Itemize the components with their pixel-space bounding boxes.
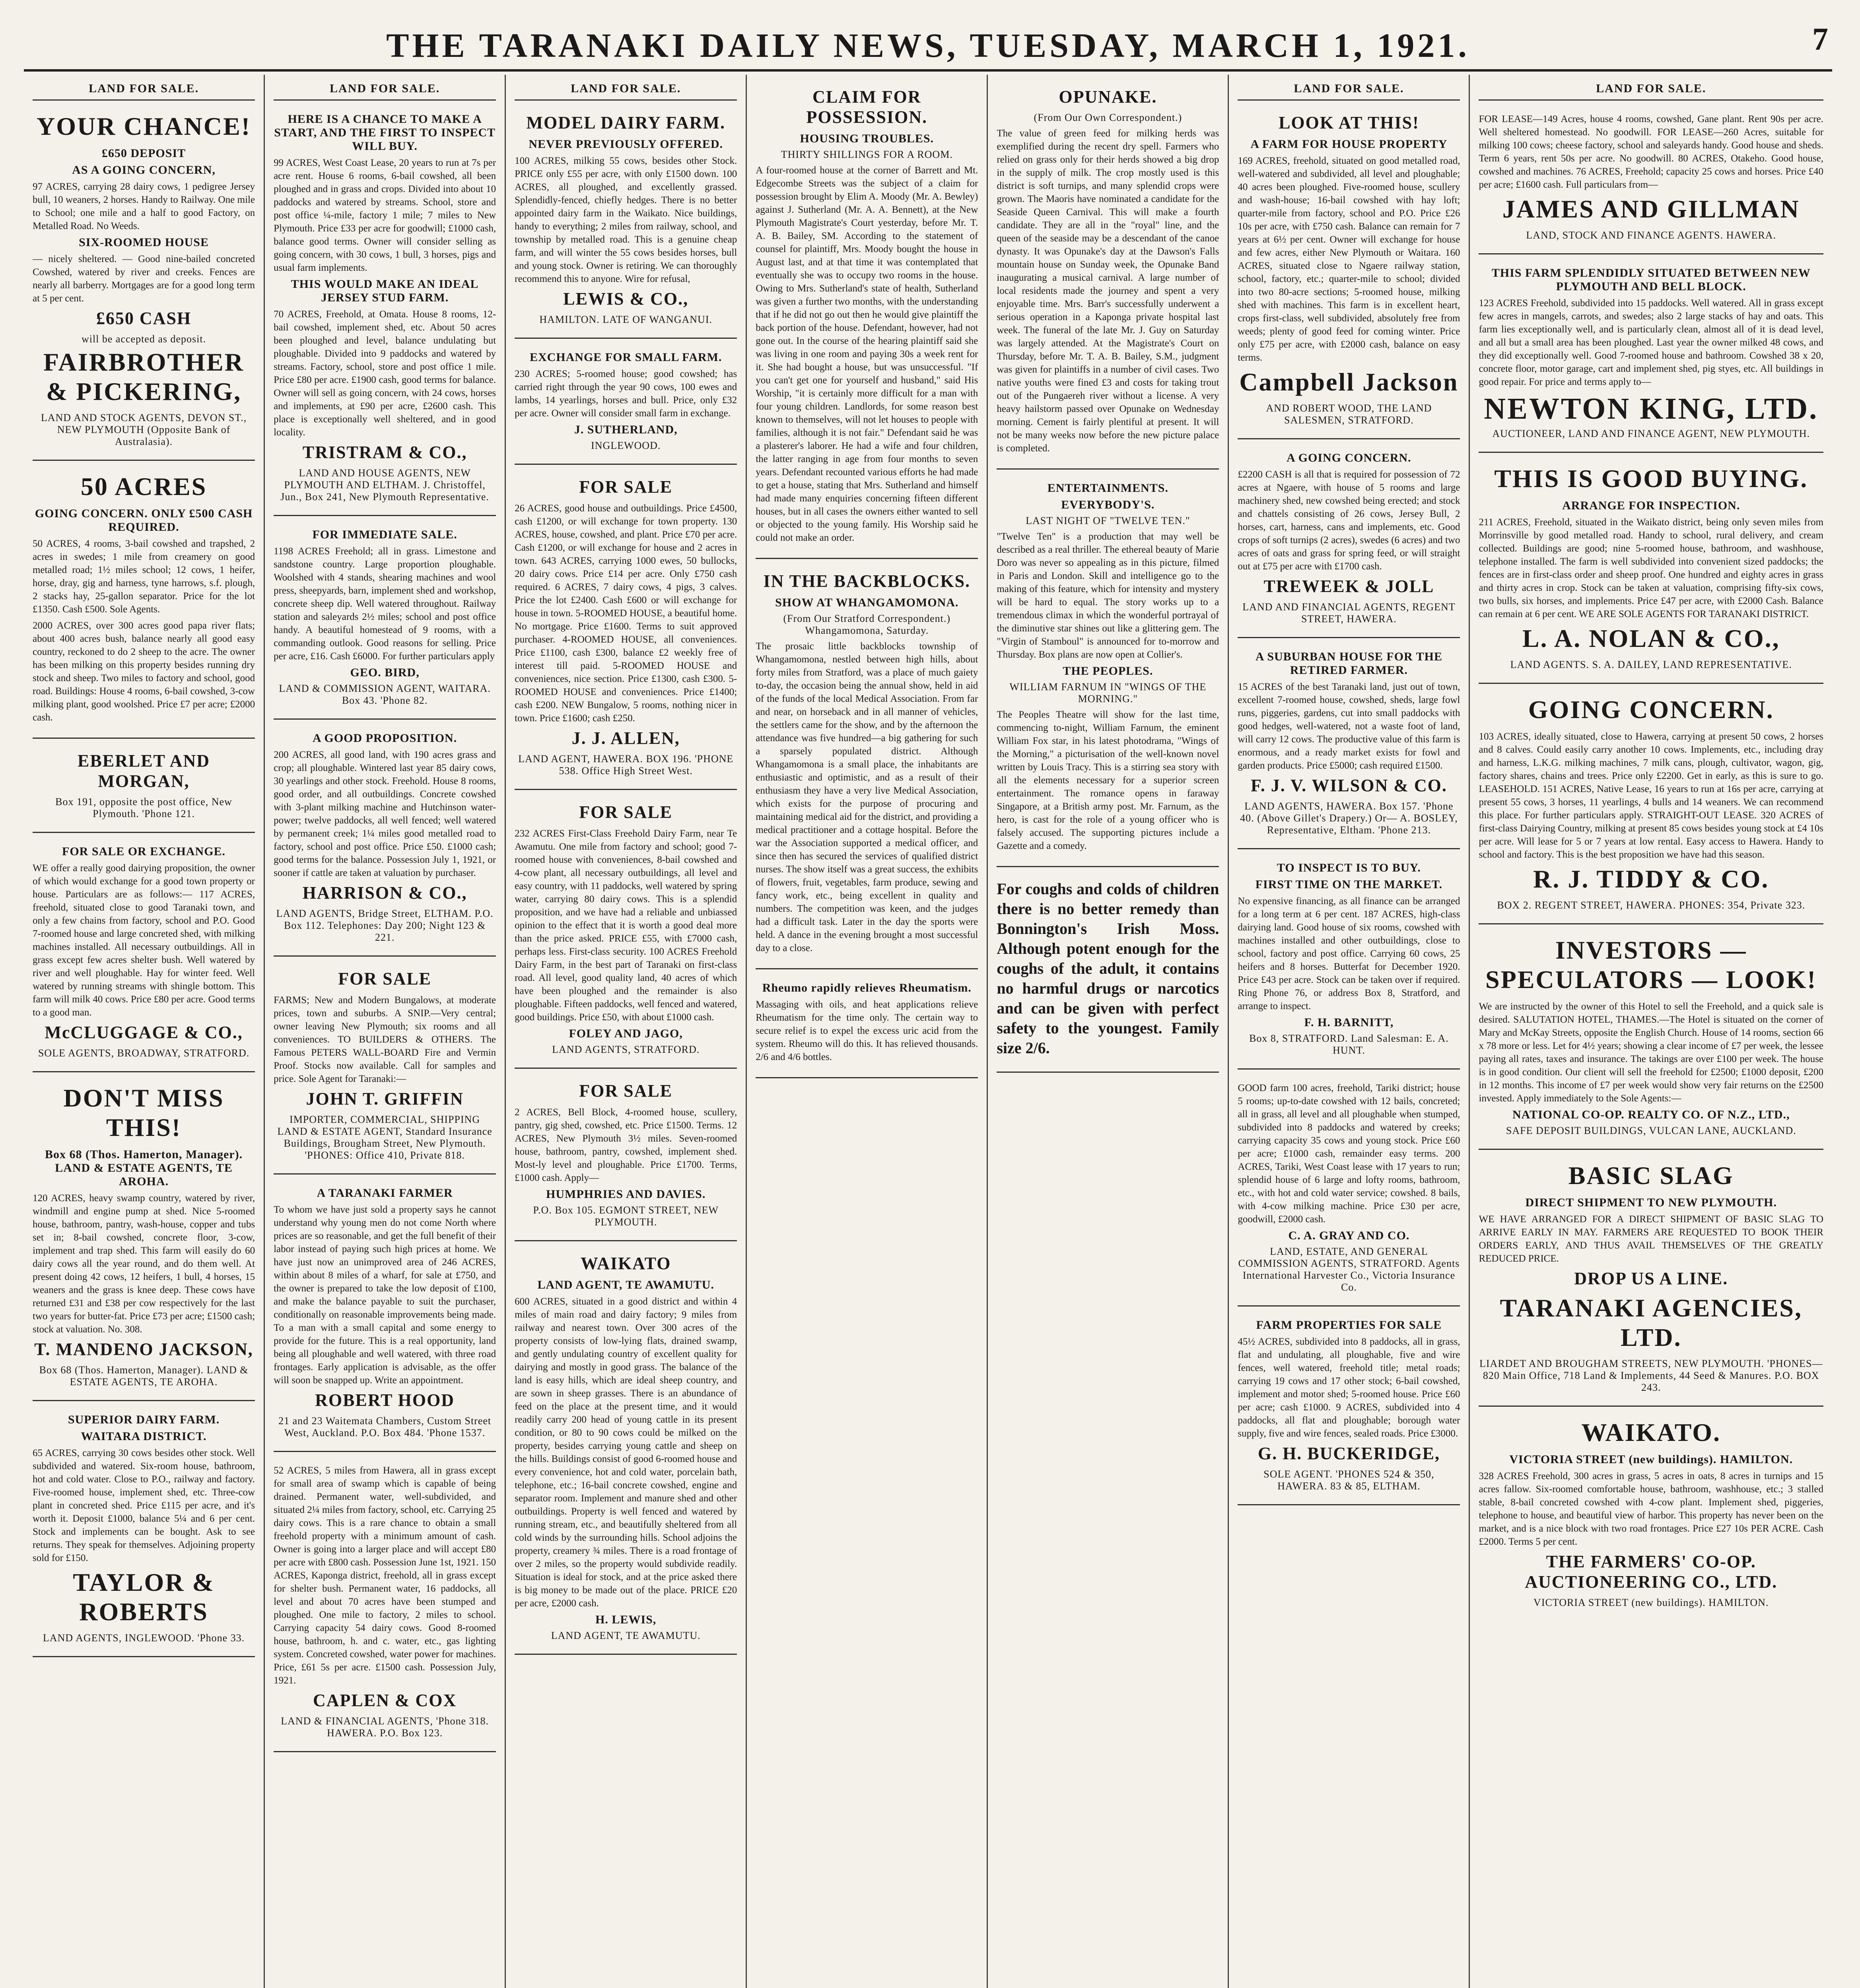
agent-address: LAND AGENTS, INGLEWOOD. 'Phone 33. xyxy=(43,1632,245,1644)
agent-address: SAFE DEPOSIT BUILDINGS, VULCAN LANE, AUCKLAND. xyxy=(1506,1125,1796,1136)
advert-title: Rheumo rapidly relieves Rheumatism. xyxy=(762,981,972,994)
article-body: "Twelve Ten" is a production that may well be described as a real thriller. The ethereal beauty of Marie Doro was never so appealing as in this picture, filmed in Paris and London. Skill and intelligence go to the making of this feature, which for intensity and mystery will be hard to equal. The story works up to a tremendous climax in which the wonderful portrayal of the diminutive star shines out like a glittering gem. The "Virgin of Stamboul" is announced for to-morrow and Thursday. Box plans are now open at Collier's. xyxy=(997,531,1219,660)
agent-name: TAYLOR & ROBERTS xyxy=(73,1568,215,1626)
advert-body: 15 ACRES of the best Taranaki land, just out of town, excellent 7-roomed house, cowshed, sheds, large fowl runs, piggeries, gardens, cut into small paddocks with good hedges, well-watered, not a waste foot of land, will carry 12 cows. The productive value of this farm is enormous, and a ready market exists for fowl and garden products. Price £5000; cash required £1500. xyxy=(1238,681,1460,771)
advert-body: 45½ ACRES, subdivided into 8 paddocks, all in grass, flat and undulating, all ploughable, five and wire fences, well watered, freehold title; metal roads; carrying 19 cows and 17 other stock; 6-bail cowshed, implement and motor shed; 5-roomed house. Price £60 per acre; cash £1000. 9 ACRES, subdivided into 4 paddocks, all flat and ploughable; borough water supply, five and wire fences, sealed roads. Price £3000. xyxy=(1238,1336,1460,1439)
article-body: The value of green feed for milking herds was exemplified during the recent dry spell. Farmers who relied on grass only for their herds showed a big drop in the supply of milk. The crop mostly used is this district is soft turnips, and many splendid crops were grown. The Maoris have nominated a candidate for the Seaside Queen Carnival. This will make a fourth candidate. They are all in the "royal" line, and the queen of the seaside may be a descendant of the canoe dynasty. It was Opunake's day at the Dawson's Falls mountain house on Sunday week, the Opunake Band inaugurating a musical carnival. A large number of local residents made the journey and spent a very enjoyable time. Mrs. Barr's successfully underwent a serious operation in a Kaponga private hospital last week. The funeral of the late Mr. J. Guy on Saturday was largely attended. At the Magistrate's Court on Thursday, before Mr. T. A. B. Bailey, S.M., judgment was given for plaintiffs in a number of civil cases. Two native youths were fined £3 and costs for taking trout out of the Pungaereh river without a license. A very heavy hailstorm passed over Opunake on Wednesday morning. Cement is fairly plentiful at present. It will not be many weeks now before the new picture palace is completed. xyxy=(997,128,1219,454)
advert-price: £650 CASH xyxy=(96,309,192,328)
advert-body: For coughs and colds of children there is no better remedy than Bonnington's Irish Moss. Although potent enough for the coughs of the adult, it contains no harmful drugs or narcotics and can be given with perfect safety to the youngest. Family size 2/6. xyxy=(997,880,1219,1057)
advert-subtitle: FIRST TIME ON THE MARKET. xyxy=(1255,878,1443,891)
agent-address: Box 191, opposite the post office, New Plymouth. 'Phone 121. xyxy=(55,796,232,819)
agent-address: LAND, STOCK AND FINANCE AGENTS. HAWERA. xyxy=(1526,229,1776,241)
agent-address: AUCTIONEER, LAND AND FINANCE AGENT, NEW PLYMOUTH. xyxy=(1492,428,1810,439)
agent-name: TARANAKI AGENCIES, LTD. xyxy=(1500,1294,1802,1351)
advert-body: Massaging with oils, and heat applications relieve Rheumatism for the time only. The certain way to secure relief is to expel the excess uric acid from the system. Rheumo will do this. It has relieved thousands. 2/6 and 4/6 bottles. xyxy=(756,999,978,1062)
advert-title: A GOING CONCERN. xyxy=(1287,451,1411,464)
article-body: The prosaic little backblocks township of Whangamomona, nestled between high hills, about forty miles from Stratford, was a place of much gaiety to-day, the occasion being the annual show, held in aid of the funds of the local Medical Association. From far and near, on horseback and in all manner of vehicles, the settlers came for the show, and by the afternoon the attendance was five hundred—a big gathering for such a sparsely populated district. Although Whangamomona is a small place, the inhabitants are enthusiastic and optimistic, and as a result of their enthusiasm they have a very live Medical Association, which exists for the purpose of procuring and maintaining medical aid for the district, and providing a medical practitioner and a cottage hospital. Before the war the Association supported a medical officer, and since then has secured the services of qualified district nurses. The show itself was a great success, the exhibits of flowers, fruit, vegetables, farm produce, sewing and fancy work, etc., being excellent in quality and numbers. The competition was keen, and the judges had a difficult task. Later in the day the sports were held. A dance in the evening brought a most successful day to a close. xyxy=(756,641,978,953)
advert xyxy=(1238,638,1460,849)
advert xyxy=(33,461,255,739)
agent-address: LAND AGENTS, Bridge Street, ELTHAM. P.O. Box 112. Telephones: Day 200; Night 123 & 221. xyxy=(276,908,494,943)
advert xyxy=(33,1401,255,1657)
advert-title: 50 ACRES xyxy=(80,472,207,501)
agent-name: NATIONAL CO-OP. REALTY CO. OF N.Z., LTD., xyxy=(1512,1108,1790,1121)
advert-subtitle: LAND AGENT, TE AWAMUTU. xyxy=(537,1278,714,1291)
article-subheading: EVERYBODY'S. xyxy=(1061,498,1155,511)
advert-subtitle: ARRANGE FOR INSPECTION. xyxy=(1562,499,1740,512)
advert xyxy=(274,516,496,720)
agent-address: LAND & COMMISSION AGENT, WAITARA. Box 43. 'Phone 82. xyxy=(279,683,491,706)
agent-address: LAND AND HOUSE AGENTS, NEW PLYMOUTH AND ELTHAM. J. Christoffel, Jun., Box 241, New Plymouth Representative. xyxy=(280,467,489,503)
advert-body: 97 ACRES, carrying 28 dairy cows, 1 pedigree Jersey bull, 10 weaners, 2 horses. Handy to Railway. One mile to School; one mile and a half to good Factory, on Metalled Road. No Weeds. xyxy=(33,181,255,231)
advert xyxy=(274,101,496,516)
agent-address: BOX 2. REGENT STREET, HAWERA. PHONES: 354, Private 323. xyxy=(1497,899,1806,911)
article-body: The Peoples Theatre will show for the last time, commencing to-night, William Farnum, the eminent William Fox star, in his latest photodrama, "Wings of the Morning," a picturisation of the well-known novel written by Louis Tracy. This is a stirring sea story with all the elements necessary for a superior screen entertainment. The romance opens in faraway Singapore, at a British army post. Mr. Farnum, as the hero, is cast for the role of a young officer who is falsely accused. The supporting pictures include a Gazette and a comedy. xyxy=(997,709,1219,851)
agent-name: JAMES AND GILLMAN xyxy=(1502,195,1800,223)
agent-address: Box 68 (Thos. Hamerton, Manager). LAND & ESTATE AGENTS, TE AROHA. xyxy=(39,1364,249,1388)
advert-title: DON'T MISS THIS! xyxy=(63,1084,224,1142)
column-6 xyxy=(1229,75,1470,1988)
agent-name: FAIRBROTHER & PICKERING, xyxy=(43,348,244,406)
agent-name: McCLUGGAGE & CO., xyxy=(45,1023,243,1042)
agent-address: LAND & FINANCIAL AGENTS, 'Phone 318. HAWERA. P.O. Box 123. xyxy=(281,1715,489,1739)
advert xyxy=(756,969,978,1078)
advert-body: 26 ACRES, good house and outbuildings. Price £4500, cash £1200, or will exchange for town property. 130 ACRES, house, cowshed, and plant. Price £70 per acre. Cash £1200, or will exchange for house and 2 acres in town. 643 ACRES, carrying 1000 ewes, 50 bullocks, 20 dairy cows. Price £14 per acre. Only £750 cash required. 6 ACRES, 7 dairy cows, 4 pigs, 3 calves. Price the lot £2400. Cash £600 or will exchange for house in town. 5-ROOMED HOUSE, a beautiful home. No mortgage. Price £1600. Terms to suit approved purchaser. 4-ROOMED HOUSE, all conveniences. Price £1100, cash £300, balance £2 weekly free of interest till paid. 5-ROOMED HOUSE and conveniences, nice section. Price £1300, cash £300. 5-ROOMED HOUSE and conveniences. Price £1400; cash £200. NEW Bungalow, 5 rooms, nothing nicer in town. Price £1600; cash £250. xyxy=(515,503,737,724)
advert xyxy=(1238,101,1460,439)
advert-title: MODEL DAIRY FARM. xyxy=(526,113,725,132)
advert-note: will be accepted as deposit. xyxy=(81,333,206,345)
advert-subtitle: Box 68 (Thos. Hamerton, Manager). LAND & ESTATE AGENTS, TE AROHA. xyxy=(45,1148,243,1188)
advert xyxy=(515,465,737,790)
article xyxy=(997,75,1219,470)
advert-body: 600 ACRES, situated in a good district and within 4 miles of main road and dairy factory; 9 miles from railway and nearest town. Over 300 acres of the property consists of low-lying flats, drained swamp, and gently undulating country of excellent quality for dairying and mostly in good grass. The balance of the land is easy hills, which are ideal sheep country, and are sown in sheep grasses. There is an abundance of feed on the place at the present time, and it would readily carry 200 head of young cattle in its present condition, or 80 to 90 cows could be milked on the property, besides carrying young cattle and sheep on the hills. Buildings consist of good 6-roomed house and every convenience, hot and cold water, porcelain bath, telephone, etc.; 16-bail concrete cowshed, engine and separator room. Implement and manure shed and other outbuildings. Property is well fenced and watered by running stream, etc., and beautifully sheltered from all cold winds by the surrounding hills. School adjoins the property, creamery ¾ miles. There is a road frontage of over 2 miles, so the property would subdivide readily. Situation is ideal for stock, and at the price asked there is big money to be made out of the place. PRICE £20 per acre, £2000 cash. xyxy=(515,1296,737,1609)
advert xyxy=(33,739,255,833)
advert xyxy=(1479,924,1823,1150)
advert-body: 200 ACRES, all good land, with 190 acres grass and crop; all ploughable. Wintered last year 85 dairy cows, 30 yearlings and other stock. Freehold. House 8 rooms, good order, and all outbuildings. Concrete cowshed with 3-plant milking machine and Hutchinson water-power; twelve paddocks, all well fenced; well watered by permanent creek; 1¼ miles good metalled road to factory, school and post office. Price £50. £1000 cash; good terms for the balance. Possession July 1, 1921, or sooner if cattle are taken at valuation by purchaser. xyxy=(274,749,496,878)
advert-body: 123 ACRES Freehold, subdivided into 15 paddocks. Well watered. All in grass except few acres in mangels, carrots, and swedes; also 2 large stacks of hay and oats. This farm lies exceptionally well, and is particularly clean, almost all of it is dead level, and all but a small area has been ploughed. Last year the owner milked 48 cows, and they did exceptionally well. Good 7-roomed house and bathroom. Cowshed 38 x 20, concrete floor, motor garage, cart and implement shed, pig styes, etc. All buildings in good repair. For price and terms apply to— xyxy=(1479,298,1824,387)
advert-body: £2200 CASH is all that is required for possession of 72 acres at Ngaere, with house of 5 rooms and large machinery shed, new cowshed being erected; and stock and chattels consisting of 26 cows, Jersey Bull, 2 horses, cart, harness, cans and implements, etc. Good crops of soft turnips (2 acres), swedes (6 acres) and two acres of oats and grass for spring feed, or will straight out at £75 per acre with £1700 cash. xyxy=(1238,469,1460,572)
column-heading: LAND FOR SALE. xyxy=(274,75,496,101)
advert-body: 169 ACRES, freehold, situated on good metalled road, well-watered and subdivided, all level and ploughable; 40 acres been ploughed. Five-roomed house, scullery and wash-house; 16-bail cowshed with hay loft; quarter-mile from factory, school and P.O. Price £26 10s per acre, with £750 cash. Balance can remain for 7 years at 6½ per cent. Owner will exchange for house and few acres, either New Plymouth or Waitara. 160 ACRES, situated close to Ngaere railway station, school, factory, etc.; quarter-mile to school; divided into two 80-acre sections; 5-roomed house, milking shed with machines. This farm is in excellent heart, crops first-class, well subdivided, absolutely free from weeds; plenty of good feed for coming winter. Price only £75 per acre, with £2000 cash, balance on easy terms. xyxy=(1238,155,1460,363)
advert-body: No expensive financing, as all finance can be arranged for a long term at 6 per cent. 187 ACRES, high-class dairying land. Good house of six rooms, cowshed with machines installed and other outbuildings, close to school, factory and post office. Carrying 60 cows, 25 heifers and 8 horses. Butterfat for December 1920. Price £43 per acre. Stock can be taken over if required. Ring Phone 76, or address Box 8, Stratford, and arrange to inspect. xyxy=(1238,896,1460,1011)
advert xyxy=(997,867,1219,1073)
agent-name: ROBERT HOOD xyxy=(315,1390,455,1410)
advert-body: 70 ACRES, Freehold, at Omata. House 8 rooms, 12-bail cowshed, implement shed, etc. About 50 acres been ploughed and level, balance undulating but ploughable. Divided into 9 paddocks and watered by streams. Factory, school, store and post office 1 mile. Price £80 per acre. £1900 cash, good terms for balance. Owner will sell as going concern, with 24 cows, horses and implements, at £90 per acre, £2600 cash. This place is exceptionally well sheltered, and in good locality. xyxy=(274,309,496,438)
advert-body: FOR LEASE—149 Acres, house 4 rooms, cowshed, Gane plant. Rent 90s per acre. Well sheltered homestead. No goodwill. FOR LEASE—260 Acres, suitable for milking 100 cows; cheese factory, school and saleyards handy. Good house and sheds. Term 6 years, rent 50s per acre. No goodwill. 80 ACRES, Otakeho. Good house, cowshed and machines. 76 ACRES, Freehold; capacity 25 cows and horses. Price £40 per acre; £1600 cash. Full particulars from— xyxy=(1479,114,1824,190)
advert-title: A GOOD PROPOSITION. xyxy=(313,732,457,745)
advert-title: FARM PROPERTIES FOR SALE xyxy=(1256,1318,1442,1332)
advert xyxy=(515,1069,737,1241)
advert-body: 2000 ACRES, over 300 acres good papa river flats; about 400 acres bush, balance nearly all good easy country, reckoned to do 2 sheep to the acre. The owner has been milking on this property besides running dry stock and sheep. Two miles to factory and school, good road. Buildings: House 4 rooms, 6-bail cowshed, 3-cow milking plant, good woolshed. Price £7 per acre; £2000 cash. xyxy=(33,620,255,723)
advert-subtitle: SIX-ROOMED HOUSE xyxy=(79,236,209,249)
advert-title: THIS IS GOOD BUYING. xyxy=(1494,464,1808,493)
advert-body: 52 ACRES, 5 miles from Hawera, all in grass except for small area of swamp which is capable of being drained. Permanent water, well-subdivided, and situated 2¼ miles from factory, school, etc. Carrying 25 dairy cows. This is a rare chance to obtain a small freehold property with a minimum amount of cash. Owner is going into a larger place and will accept £80 per acre with £800 cash. Possession June 1st, 1921. 150 ACRES, Kaponga district, freehold, all in grass except for shelter bush. Permanent water, 16 paddocks, all level and about 70 acres have been stumped and ploughed. One mile to factory, 2 miles to school. Carrying capacity 54 dairy cows. Good 8-roomed house, bathroom, h. and c. water, etc., gas lighting system. Concreted cowshed, water power for machines. Price, £61 5s per acre. £1500 cash. Possession July, 1921. xyxy=(274,1465,496,1686)
agent-address: Box 8, STRATFORD. Land Salesman: E. A. HUNT. xyxy=(1249,1033,1449,1056)
agent-address: LAND AGENTS, STRATFORD. xyxy=(552,1044,700,1055)
article-subheading: WILLIAM FARNUM IN "WINGS OF THE MORNING." xyxy=(1009,681,1207,705)
agent-address: SOLE AGENT. 'PHONES 524 & 350, HAWERA. 83 & 85, ELTHAM. xyxy=(1263,1468,1434,1492)
agent-address: IMPORTER, COMMERCIAL, SHIPPING LAND & ESTATE AGENT, Standard Insurance Buildings, Brougham Street, New Plymouth. 'PHONES: Office 410, Private 818. xyxy=(277,1114,492,1161)
masthead-title: THE TARANAKI DAILY NEWS, TUESDAY, MARCH 1, 1921. xyxy=(386,26,1470,64)
advert-title: FOR SALE xyxy=(579,477,673,497)
column-3 xyxy=(506,75,747,1988)
advert-body: 211 ACRES, Freehold, situated in the Waikato district, being only seven miles from Morrinsville by good metalled road. Handy to school, rural delivery, and cream collected. Buildings are good; nine 5-roomed house, bathroom, and washhouse, telephone installed. The farm is well subdivided into convenient sized paddocks; the fences are in first-class order and sheep proof. One hundred and eighty acres in grass and thirty acres in crop. Stock can be taken at valuation, comprising fifty-six cows, two bulls, six horses, and implements. Price £47 per acre, with £2000 Cash. Balance can remain at 6 per cent. WE ARE SOLE AGENTS FOR TARANAKI DISTRICT. xyxy=(1479,517,1824,619)
article-subheading: HOUSING TROUBLES. xyxy=(800,132,934,145)
agent-name: Campbell Jackson xyxy=(1239,368,1459,396)
advert xyxy=(33,833,255,1072)
agent-address: SOLE AGENTS, BROADWAY, STRATFORD. xyxy=(38,1047,250,1059)
advert-body: FARMS; New and Modern Bungalows, at moderate prices, town and suburbs. A SNIP.—Very central; owner leaving New Plymouth; six rooms and all conveniences. TO BUILDERS & OTHERS. The Famous PETERS WALL-BOARD Fire and Vermin Proof. Stocks now available. Call for samples and price. Sole Agent for Taranaki:— xyxy=(274,995,496,1084)
advert-subtitle: NEVER PREVIOUSLY OFFERED. xyxy=(529,138,723,151)
column-heading: LAND FOR SALE. xyxy=(1479,75,1823,101)
agent-name: LEWIS & CO., xyxy=(563,289,689,309)
agent-name: TRISTRAM & CO., xyxy=(302,443,467,462)
advert-body: 2 ACRES, Bell Block, 4-roomed house, scullery, pantry, gig shed, cowshed, etc. Price £1500. Terms. 12 ACRES, New Plymouth 3½ miles. Seven-roomed house, bathroom, pantry, cowshed, implement shed. Most-ly level and ploughable. Price £1700. Terms, £1000 cash. Apply— xyxy=(515,1107,737,1183)
column-heading: LAND FOR SALE. xyxy=(33,75,255,101)
agent-address: INGLEWOOD. xyxy=(591,440,661,451)
advert-title: FOR SALE OR EXCHANGE. xyxy=(62,845,226,858)
advert xyxy=(274,1452,496,1752)
article-subheading: SHOW AT WHANGAMOMONA. xyxy=(775,596,959,609)
advert-title: FOR SALE xyxy=(579,802,673,822)
article-headline: ENTERTAINMENTS. xyxy=(1047,481,1168,495)
article xyxy=(997,470,1219,867)
advert-title: A TARANAKI FARMER xyxy=(317,1186,453,1200)
article-subheading: THE PEOPLES. xyxy=(1063,664,1153,678)
agent-name: JOHN T. GRIFFIN xyxy=(306,1089,464,1109)
advert-title: WAIKATO. xyxy=(1581,1418,1721,1446)
advert-body: — nicely sheltered. — Good nine-bailed concreted Cowshed, watered by river and creeks. Fences are nearly all barberry. Mortgages are for a good long term at 5 per cent. xyxy=(33,254,255,304)
advert-subtitle: VICTORIA STREET (new buildings). HAMILTON. xyxy=(1509,1453,1793,1466)
advert-title: A SUBURBAN HOUSE FOR THE RETIRED FARMER. xyxy=(1255,650,1443,677)
advert-subtitle: DROP US A LINE. xyxy=(1574,1269,1728,1288)
advert xyxy=(515,339,737,465)
agent-name: FOLEY AND JAGO, xyxy=(569,1027,683,1040)
advert xyxy=(1238,849,1460,1070)
advert xyxy=(1238,439,1460,638)
column-heading: LAND FOR SALE. xyxy=(1238,75,1460,101)
agent-name: J. SUTHERLAND, xyxy=(574,423,678,436)
agent-address: LAND AND STOCK AGENTS, DEVON ST., NEW PLYMOUTH (Opposite Bank of Australasia). xyxy=(41,412,247,447)
advert-title: LOOK AT THIS! xyxy=(1279,113,1419,132)
agent-address: LAND AGENT, HAWERA. BOX 196. 'PHONE 538. Office High Street West. xyxy=(518,753,734,777)
article xyxy=(756,559,978,969)
advert-body: 1198 ACRES Freehold; all in grass. Limestone and sandstone country. Large proportion ploughable. Woolshed with 4 stands, shearing machines and wool press, sheepyards, barn, implement shed and workshop, concrete sheep dip. Well watered throughout. Railway station and saleyards 2½ miles; school and post office handy. A beautiful homestead of 9 rooms, with a commanding outlook. Good reasons for selling. Price per acre, £16. Cash £6000. For further particulars apply xyxy=(274,546,496,662)
agent-address: LAND AGENT, TE AWAMUTU. xyxy=(551,1630,701,1641)
advert xyxy=(274,957,496,1175)
agent-address: P.O. Box 105. EGMONT STREET, NEW PLYMOUTH. xyxy=(533,1204,719,1228)
advert-body: WE HAVE ARRANGED FOR A DIRECT SHIPMENT OF BASIC SLAG TO ARRIVE EARLY IN MAY. FARMERS ARE REQUESTED TO BOOK THEIR ORDERS EARLY, AND THUS AVAIL THEMSELVES OF THE GREATLY REDUCED PRICE. xyxy=(1479,1214,1824,1264)
agent-name: THE FARMERS' CO-OP. AUCTIONEERING CO., LTD. xyxy=(1525,1552,1778,1592)
advert-title: THIS WOULD MAKE AN IDEAL JERSEY STUD FARM. xyxy=(291,278,479,304)
agent-address: LAND AGENTS. S. A. DAILEY, LAND REPRESENTATIVE. xyxy=(1510,659,1792,670)
advert xyxy=(515,1241,737,1655)
advert-body: 50 ACRES, 4 rooms, 3-bail cowshed and trapshed, 2 acres in swedes; 1 mile from creamery on good metalled road; 1½ miles school; 12 cows, 1 heifer, horse, dray, gig and harness, tyne harrows, s.f. plough, 2 stacks hay, 25-gallon separator. Price for the lot £1350. Cash £500. Sole Agents. xyxy=(33,538,255,615)
agent-name: GEO. BIRD, xyxy=(350,666,420,679)
agent-name: F. J. V. WILSON & CO. xyxy=(1250,776,1447,795)
advert xyxy=(515,790,737,1069)
agent-address: LAND, ESTATE, AND GENERAL COMMISSION AGENTS, STRATFORD. Agents International Harvester Co., Victoria Insurance Co. xyxy=(1238,1246,1460,1293)
agent-address: HAMILTON. LATE OF WANGANUI. xyxy=(539,314,712,325)
masthead xyxy=(24,10,1832,72)
advert-title: THIS FARM SPLENDIDLY SITUATED BETWEEN NEW PLYMOUTH AND BELL BLOCK. xyxy=(1491,266,1811,293)
advert-subtitle: DIRECT SHIPMENT TO NEW PLYMOUTH. xyxy=(1525,1196,1777,1209)
advert xyxy=(274,1175,496,1452)
advert-body: 65 ACRES, carrying 30 cows besides other stock. Well subdivided and watered. Six-room house, bathroom, hot and cold water. Close to P.O., railway and factory. Five-roomed house, implement shed, etc. Three-cow plant in concreted shed. Price £115 per acre, and it's worth it. Deposit £1000, balance 5¼ and 6 per cent. Stock and implements can be bought. Ask to see returns. They speak for themselves. Adjoining property sold for £150. xyxy=(33,1448,255,1563)
agent-address: LAND AND FINANCIAL AGENTS, REGENT STREET, HAWERA. xyxy=(1242,601,1456,625)
agent-address: LIARDET AND BROUGHAM STREETS, NEW PLYMOUTH. 'PHONES—820 Main Office, 718 Land & Implements, 44 Seed & Manures. P.O. BOX 243. xyxy=(1479,1358,1823,1393)
advert-body: 230 ACRES; 5-roomed house; good cowshed; has carried right through the year 90 cows, 100 ewes and lambs, 14 yearlings, horses and bull. Price, only £32 per acre. Owner will consider small farm in exchange. xyxy=(515,369,737,419)
advert-title: TO INSPECT IS TO BUY. xyxy=(1277,861,1421,874)
agent-name: TREWEEK & JOLL xyxy=(1263,577,1434,596)
column-5 xyxy=(988,75,1229,1988)
column-7 xyxy=(1470,75,1832,1988)
advert xyxy=(1238,1070,1460,1307)
advert-title: YOUR CHANCE! xyxy=(36,112,251,140)
agent-name: C. A. GRAY AND CO. xyxy=(1288,1229,1410,1242)
column-heading: LAND FOR SALE. xyxy=(515,75,737,101)
agent-name: HARRISON & CO., xyxy=(302,883,467,903)
advert-body: 103 ACRES, ideally situated, close to Hawera, carrying at present 50 cows, 2 horses and 8 calves. Could easily carry another 10 cows. Implements, etc., including dray and harness, L.K.G. milking machines, 7 milk cans, plough, cultivator, wagon, gig, factory shares, chains and trees. Price only £2200. Get in early, as this is sure to go. LEASEHOLD. 151 ACRES, Native Lease, 16 years to run at 16s per acre, carrying at present 55 cows, 3 horses, 11 yearlings, 4 bulls and 14 weaners. We can recommend this place. For further particulars apply. STRAIGHT-OUT LEASE. 320 ACRES of first-class Dairying Country, milking at present 85 cows besides young stock at £4 10s per acre. Will lease for 5 or 7 years at low rental. Easy access to Hawera. Handy to school and factory. This is the best proposition we have had this season. xyxy=(1479,731,1824,860)
column-2 xyxy=(265,75,506,1988)
agent-address: VICTORIA STREET (new buildings). HAMILTON. xyxy=(1533,1597,1769,1608)
article-headline: OPUNAKE. xyxy=(1059,87,1157,107)
agent-name: CAPLEN & COX xyxy=(313,1691,457,1710)
advert xyxy=(33,1072,255,1401)
columns xyxy=(24,75,1832,1988)
advert-title: EXCHANGE FOR SMALL FARM. xyxy=(529,351,722,364)
advert xyxy=(33,101,255,461)
advert-body: 120 ACRES, heavy swamp country, watered by river, windmill and engine pump at shed. Nice 5-roomed house, bathroom, pantry, wash-house, copper and tubs set in; 8-bail cowshed, concrete floor, 3-cow, implement and trap shed. This farm will easily do 60 dairy cows all the year round, and do them well. At present doing 42 cows, 12 heifers, 1 bull, 4 horses, 15 weaners and the grass is knee deep. These cows have returned £31 and £38 per cow respectively for the last two years for butter-fat. Price £73 per acre; £1500 cash; stock at valuation. No. 308. xyxy=(33,1193,255,1335)
advert-title: WAIKATO xyxy=(580,1254,671,1273)
agent-name: F. H. BARNITT, xyxy=(1304,1016,1394,1029)
advert-title: BASIC SLAG xyxy=(1568,1161,1734,1190)
advert-title: INVESTORS — SPECULATORS — LOOK! xyxy=(1485,936,1817,994)
advert xyxy=(1479,453,1823,684)
advert-title: FOR IMMEDIATE SALE. xyxy=(312,528,457,541)
advert xyxy=(1479,101,1823,254)
agent-address: AND ROBERT WOOD, THE LAND SALESMEN, STRATFORD. xyxy=(1266,402,1432,426)
agent-name: T. MANDENO JACKSON, xyxy=(34,1340,253,1359)
advert-title: GOING CONCERN. xyxy=(1528,695,1774,724)
agent-address: LAND AGENTS, HAWERA. Box 157. 'Phone 40. (Above Gillet's Drapery.) Or— A. BOSLEY, Representative, Eltham. 'Phone 213. xyxy=(1240,800,1458,836)
agent-name: J. J. ALLEN, xyxy=(571,728,680,748)
advert-body: GOOD farm 100 acres, freehold, Tariki district; house 5 rooms; up-to-date cowshed with 12 bails, concreted; all in grass, all level and all ploughable when stumped, subdivided into 8 paddocks and watered by creeks; carrying capacity 35 cows and young stock. Price £60 per acre; £1000 cash, remainder easy terms. 200 ACRES, Tariki, West Coast lease with 17 years to run; splendid house of 6 large and lofty rooms, bathroom, etc., with hot and cold water service; cowshed. 8 bails, with 4-cow milking machine. Price £30 per acre, goodwill, £2000 cash. xyxy=(1238,1083,1460,1225)
agent-name: H. LEWIS, xyxy=(595,1613,657,1626)
advert-title: HERE IS A CHANCE TO MAKE A START, AND THE FIRST TO INSPECT WILL BUY. xyxy=(274,113,496,153)
advert-title: FOR SALE xyxy=(579,1081,673,1101)
advert-body: 99 ACRES, West Coast Lease, 20 years to run at 7s per acre rent. House 6 rooms, 6-bail cowshed, all been ploughed and in grass and crops. Divided into about 10 paddocks and watered by streams. School, store and post office ¼-mile, factory 1 mile; 7 miles to New Plymouth. Price £33 per acre for goodwill; £1000 cash, balance good terms. Owner will consider selling as going concern, with 30 cows, 1 bull, 3 horses, pigs and usual farm implements. xyxy=(274,157,496,273)
advert-subtitle: A FARM FOR HOUSE PROPERTY xyxy=(1250,138,1448,151)
agent-name: G. H. BUCKERIDGE, xyxy=(1257,1444,1440,1463)
agent-name: HUMPHRIES AND DAVIES. xyxy=(546,1188,706,1201)
advert xyxy=(1479,684,1823,924)
advert-body: To whom we have just sold a property says he cannot understand why young men do not come North where prices are so reasonable, and get the full benefit of their labor instead of paying such high prices at home. We have just now an unimproved area of 246 ACRES, within about 8 miles of a wharf, for sale at £750, and the owner is prepared to take the low deposit of £100, and make the balance payable to suit the purchaser, conditionally on reasonable improvements being made. To a man with a small capital and some energy to provide for the future. This is a real opportunity, land being all ploughable and well watered, with three road frontages. Early application is advisable, as the offer will soon be snapped up. Write an appointment. xyxy=(274,1204,496,1386)
article-body: A four-roomed house at the corner of Barrett and Mt. Edgecombe Streets was the subject of a claim for possession brought by Elim A. Moody (Mr. A. Bewley) against J. Sutherland (Mr. A. A. Bennett), at the New Plymouth Magistrate's Court yesterday, before Mr. T. A. B. Bailey, SM. According to the statement of counsel for plaintiff, Mrs. Moody bought the house in August last, and at that time it was contemplated that eventually she was to occupy two rooms in the house. Owing to Mrs. Sutherland's state of health, Sutherland was given a further two months, with the understanding that if he did not go out then he would give plaintiff the back portion of the house. Defendant, however, had not gone out. In the course of the hearing plaintiff said she was living in one room and paying 30s a week rent for it. She had bought a house, but was unsuccessful. "If you can't get one for yourself and husband," said His Worship, "it is certainly more difficult for a man with four young children. Landlords, for some reason best known to themselves, will not let houses to people with families, although it is not fair." Defendant said he was a plasterer's laborer. He had a wife and four children, the latter ranging in age from four months to seven years. Defendant recounted various efforts he had made to get a house, stating that Mrs. Sutherland and himself had made many enquiries concerning fifteen different houses, but in all cases the owners either wanted to sell or objected to the young family. His Worship said he could not make an order. xyxy=(756,165,978,543)
article-dateline: (From Our Own Correspondent.) xyxy=(1034,112,1182,123)
advert xyxy=(1479,1150,1823,1407)
advert-title: SUPERIOR DAIRY FARM. xyxy=(68,1413,220,1426)
advert-subtitle: GOING CONCERN. ONLY £500 CASH REQUIRED. xyxy=(35,507,253,534)
column-1 xyxy=(24,75,265,1988)
advert xyxy=(1238,1307,1460,1505)
advert-body: WE offer a really good dairying proposition, the owner of which would exchange for a good town property or house. Particulars are as follows:— 117 ACRES, freehold, situated close to good Taranaki town, and only a few chains from factory, school and P.O. Good 7-roomed house and large concreted shed, with milking machines installed. All necessary outbuildings. All in grass except few acres shelter bush. Well watered by river and well ploughable. Hay for winter feed. Well watered by running streams with shingle bottom. This farm will milk 40 cows. Price £80 per acre. Good terms to a good man. xyxy=(33,863,255,1018)
advert-body: 232 ACRES First-Class Freehold Dairy Farm, near Te Awamutu. One mile from factory and school; good 7-roomed house with conveniences, 8-bail cowshed and 4-cow plant, all necessary outbuildings, all level and easy country, with 11 paddocks, well watered by spring water, carrying 80 dairy cows. This is a splendid proposition, and we have had a reliable and unbiassed opinion to the effect that it is worth a good deal more than the price asked. PRICE £55, with £7000 cash, perhaps less. First-class security. 100 ACRES Freehold Dairy Farm, in the best part of Taranaki on first-class road. All level, good quality land, 40 acres of which have been ploughed and the remainder is also ploughable. Fifteen paddocks, well fenced and watered, good buildings. Price £50, with about £1000 cash. xyxy=(515,828,737,1023)
agent-name: R. J. TIDDY & CO. xyxy=(1533,865,1769,893)
advert-body: 328 ACRES Freehold, 300 acres in grass, 5 acres in oats, 8 acres in turnips and 15 acres fallow. Six-roomed comfortable house, bathroom, washhouse, etc.; 3 stalled stable, 8-bail concreted cowshed with 4-cow plant. Implement shed, piggeries, telephone to house, and beautiful view of harbor. This property has never been on the market, and is a nice block with two road frontages. Price £27 10s PER ACRE. Cash £2000. Terms 5 per cent. xyxy=(1479,1471,1824,1547)
agent-name: EBERLET AND MORGAN, xyxy=(78,751,210,791)
advert-subtitle: AS A GOING CONCERN, xyxy=(72,163,216,177)
article-headline: IN THE BACKBLOCKS. xyxy=(763,571,971,591)
advert-subtitle: £650 DEPOSIT xyxy=(101,147,186,160)
article-subheading: THIRTY SHILLINGS FOR A ROOM. xyxy=(781,149,953,160)
advert-subtitle: WAITARA DISTRICT. xyxy=(81,1430,207,1443)
article-headline: CLAIM FOR POSSESSION. xyxy=(806,87,927,127)
article xyxy=(756,75,978,559)
article-dateline: (From Our Stratford Correspondent.) Whangamomona, Saturday. xyxy=(783,613,951,636)
advert-title: FOR SALE xyxy=(338,969,432,988)
advert-body: 100 ACRES, milking 55 cows, besides other Stock. PRICE only £55 per acre, with only £1500 down. 100 ACRES, all ploughed, and excellently grassed. Splendidly-fenced, chiefly hedges. There is no better appointed dairy farm in the Waikato. Nice buildings, handy to everything; 2 miles from railway, school, and township by metalled road. This is a genuine cheap farm, and will winter the 55 cows besides horses, bull and young stock. Owner is retiring. We can thoroughly recommend this to anyone. Wire for refusal, xyxy=(515,155,737,284)
agent-address: 21 and 23 Waitemata Chambers, Custom Street West, Auckland. P.O. Box 484. 'Phone 1537. xyxy=(278,1415,492,1439)
article-subheading: LAST NIGHT OF "TWELVE TEN." xyxy=(1026,515,1190,526)
column-4 xyxy=(747,75,988,1988)
agent-name: L. A. NOLAN & CO., xyxy=(1522,624,1780,652)
agent-name: NEWTON KING, LTD. xyxy=(1484,392,1819,425)
advert xyxy=(515,101,737,339)
advert xyxy=(1479,254,1823,453)
advert xyxy=(274,720,496,957)
page-number: 7 xyxy=(1812,22,1828,57)
advert-body: We are instructed by the owner of this Hotel to sell the Freehold, and a quick sale is desired. SALUTATION HOTEL, THAMES.—The Hotel is situated on the corner of Mary and McKay Streets, opposite the English Church. House of 14 rooms, section 66 x 78 more or less. Let for 4½ years; showing a clear income of £7 per week, the lessee paying all rates, taxes and insurance. The takings are over £100 per week. The house is in good condition. Our client will sell the freehold for £2500; £1000 deposit, £200 in 12 months. This income of £7 per week would show very fair returns on the £2500 invested. Apply immediately to the Sole Agents:— xyxy=(1479,1001,1824,1104)
advert xyxy=(1479,1407,1823,1621)
